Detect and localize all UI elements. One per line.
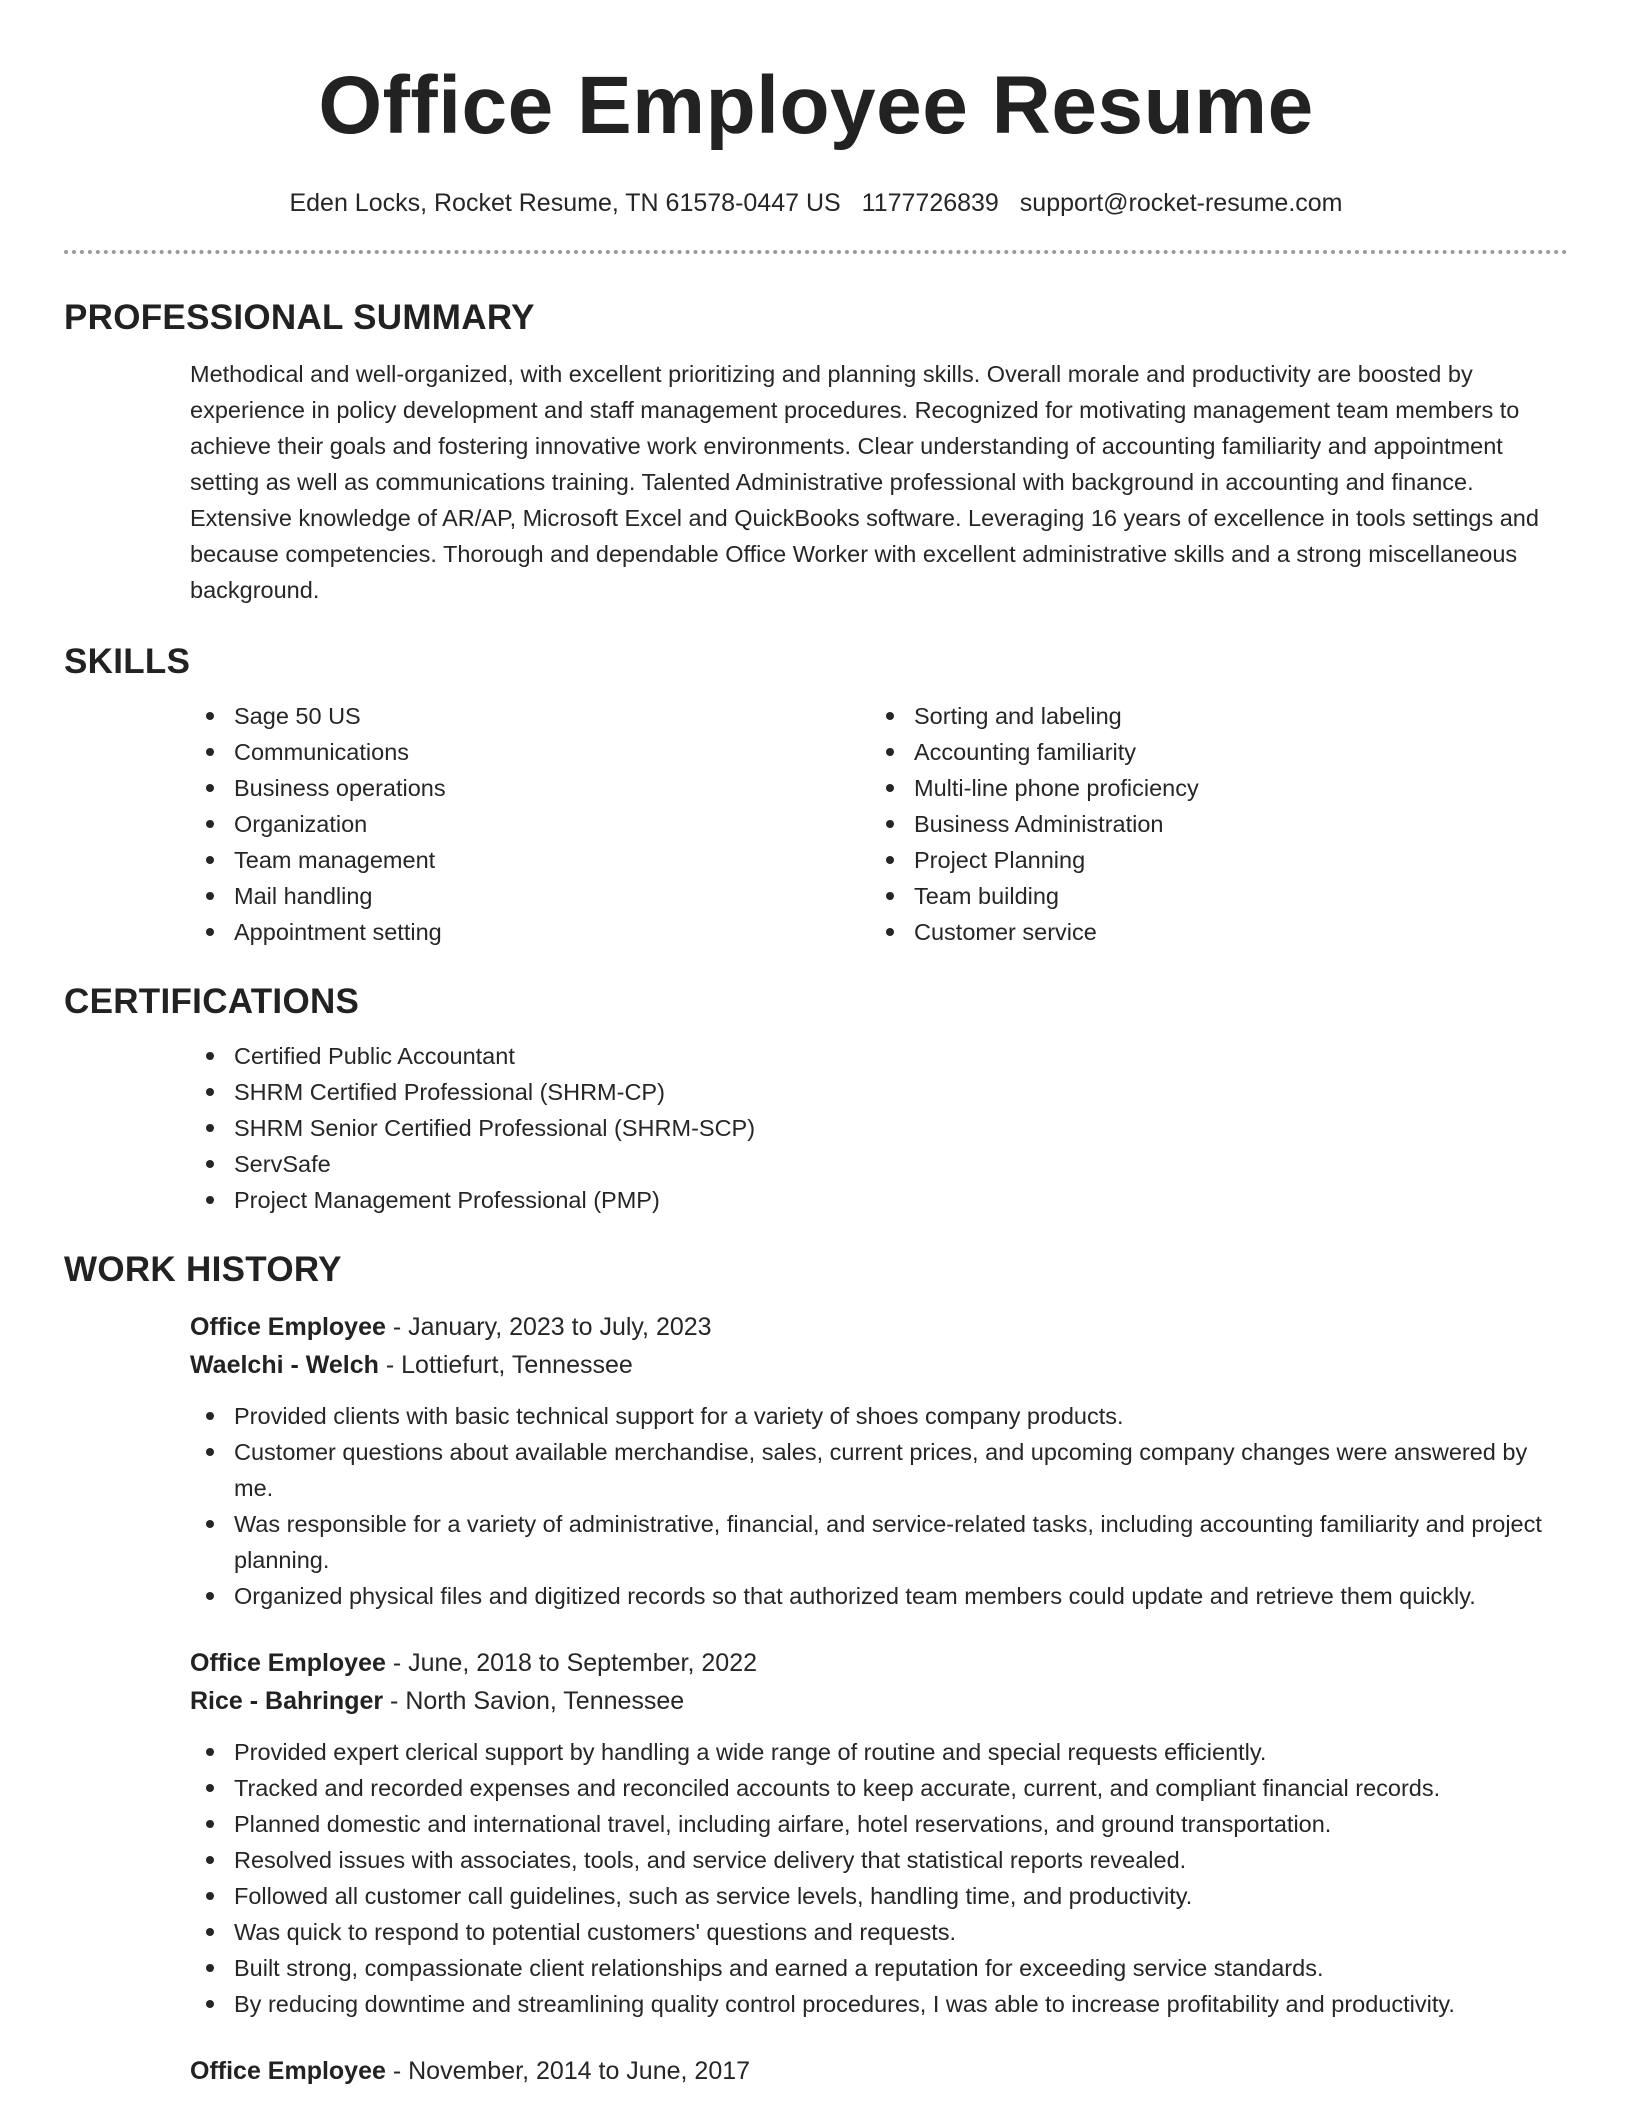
job-location: - Lottiefurt, Tennessee (378, 1351, 633, 1379)
skill-item: Organization (190, 806, 870, 842)
job-bullets (190, 1398, 1568, 1614)
skills-grid (190, 698, 1568, 950)
job-bullet: Provided expert clerical support by handling a wide range of routine and special requests efficiently. (190, 1734, 1568, 1770)
skills-heading: SKILLS (64, 642, 191, 681)
job-bullet: Resolved issues with associates, tools, and service delivery that statistical reports revealed. (190, 1842, 1568, 1878)
skill-item: Communications (190, 734, 870, 770)
skill-item: Mail handling (190, 878, 870, 914)
certification-item: SHRM Certified Professional (SHRM-CP) (190, 1074, 1568, 1110)
job-company: Waelchi - Welch (190, 1351, 379, 1379)
job-bullet: By reducing downtime and streamlining quality control procedures, I was able to increase profitability and productivity. (190, 1986, 1568, 2022)
contact-email: support@rocket-resume.com (1019, 189, 1343, 217)
job-title-line (190, 2052, 1568, 2090)
work-history-heading: WORK HISTORY (64, 1250, 342, 1289)
resume-page (64, 0, 1568, 2090)
job-bullet: Was responsible for a variety of administrative, financial, and service-related tasks, including accounting familiarity and project planning. (190, 1506, 1568, 1578)
job-bullet: Followed all customer call guidelines, such as service levels, handling time, and productivity. (190, 1878, 1568, 1914)
job-bullet: Planned domestic and international travel, including airfare, hotel reservations, and ground transportation. (190, 1806, 1568, 1842)
skill-item: Business operations (190, 770, 870, 806)
contact-address: Eden Locks, Rocket Resume, TN 61578-0447 US (289, 189, 841, 217)
contact-line (64, 188, 1568, 218)
job-entry (190, 1644, 1568, 1720)
job-company-line (190, 1682, 1568, 1720)
job-bullet: Was quick to respond to potential customers' questions and requests. (190, 1914, 1568, 1950)
job-entry (190, 1308, 1568, 1384)
skill-item: Team management (190, 842, 870, 878)
job-dates: - November, 2014 to June, 2017 (385, 2057, 751, 2085)
skill-item: Customer service (870, 914, 1550, 950)
job-entry (190, 2052, 1568, 2090)
job-bullet: Built strong, compassionate client relationships and earned a reputation for exceeding service standards. (190, 1950, 1568, 1986)
job-bullet: Customer questions about available merchandise, sales, current prices, and upcoming company changes were answered by me. (190, 1434, 1568, 1506)
job-title: Office Employee (190, 1649, 386, 1677)
header-divider (64, 250, 1568, 254)
job-bullet: Organized physical files and digitized records so that authorized team members could update and retrieve them quickly. (190, 1578, 1568, 1614)
skills-list-right (870, 698, 1550, 950)
job-location: - North Savion, Tennessee (383, 1687, 685, 1715)
summary-text: Methodical and well-organized, with excellent prioritizing and planning skills. Overall morale and productivity are boosted by experience in policy development and staff management procedures. Recognized for motivating management team members to achieve their goals and fostering innovative work environments. Clear understanding of accounting familiarity and appointment setting as well as communications training. Talented Administrative professional with background in accounting and finance. Extensive knowledge of AR/AP, Microsoft Excel and QuickBooks software. Leveraging 16 years of excellence in tools settings and because competencies. Thorough and dependable Office Worker with excellent administrative skills and a strong miscellaneous background. (190, 361, 1539, 603)
skill-item: Appointment setting (190, 914, 870, 950)
job-title: Office Employee (190, 1313, 386, 1341)
job-bullets (190, 1734, 1568, 2022)
job-bullet: Provided clients with basic technical support for a variety of shoes company products. (190, 1398, 1568, 1434)
summary-heading: PROFESSIONAL SUMMARY (64, 298, 535, 337)
skill-item: Multi-line phone proficiency (870, 770, 1550, 806)
job-dates: - January, 2023 to July, 2023 (385, 1313, 712, 1341)
job-company: Rice - Bahringer (190, 1687, 384, 1715)
job-bullet: Tracked and recorded expenses and reconciled accounts to keep accurate, current, and compliant financial records. (190, 1770, 1568, 1806)
skill-item: Sage 50 US (190, 698, 870, 734)
certifications-list (190, 1038, 1568, 1218)
certification-item: Project Management Professional (PMP) (190, 1182, 1568, 1218)
certifications-heading: CERTIFICATIONS (64, 982, 360, 1021)
skill-item: Sorting and labeling (870, 698, 1550, 734)
contact-phone: 1177726839 (861, 189, 999, 217)
resume-title: Office Employee Resume (318, 60, 1314, 151)
certification-item: Certified Public Accountant (190, 1038, 1568, 1074)
job-title: Office Employee (190, 2057, 386, 2085)
skill-item: Team building (870, 878, 1550, 914)
skill-item: Accounting familiarity (870, 734, 1550, 770)
certification-item: SHRM Senior Certified Professional (SHRM-SCP) (190, 1110, 1568, 1146)
job-dates: - June, 2018 to September, 2022 (385, 1649, 757, 1677)
job-title-line (190, 1308, 1568, 1346)
job-company-line (190, 1346, 1568, 1384)
skill-item: Business Administration (870, 806, 1550, 842)
skills-list-left (190, 698, 870, 950)
certification-item: ServSafe (190, 1146, 1568, 1182)
skill-item: Project Planning (870, 842, 1550, 878)
job-title-line (190, 1644, 1568, 1682)
